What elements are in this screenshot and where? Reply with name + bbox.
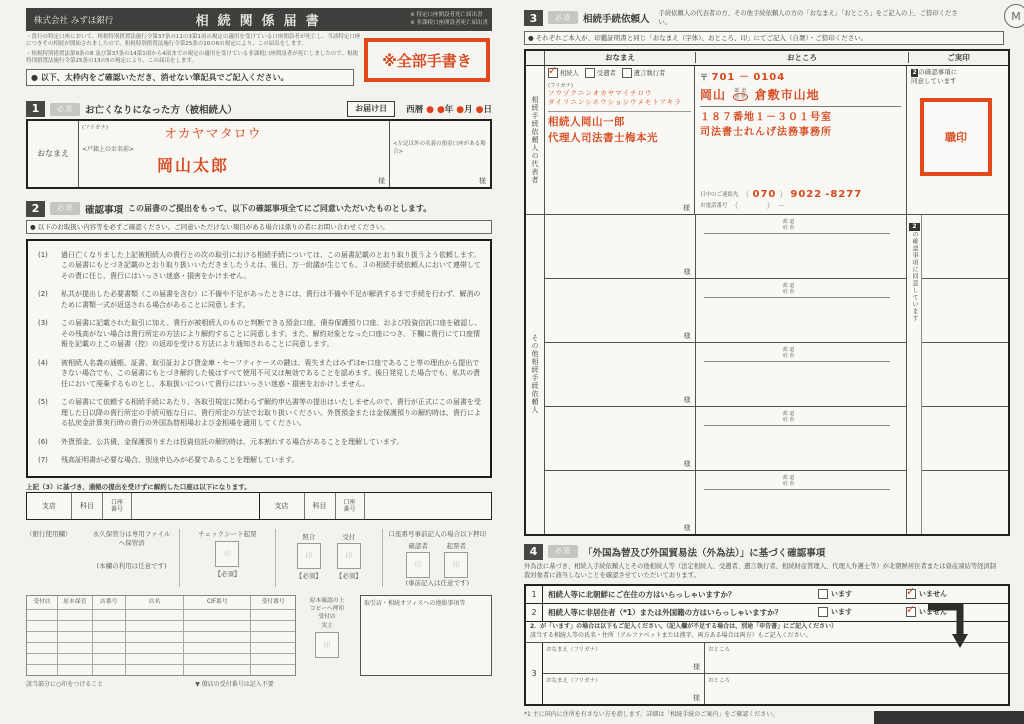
office-table-row xyxy=(27,664,295,675)
col-header: CIF番号 xyxy=(184,596,251,609)
requestor-row xyxy=(545,343,907,407)
col-header: 店番号 xyxy=(93,596,126,609)
representative-row xyxy=(545,63,1008,215)
name-row-label: おなまえ xyxy=(28,121,79,187)
city-value: 倉敷市山地 xyxy=(754,87,820,102)
term-number: (7) xyxy=(38,456,48,465)
deceased-name-table xyxy=(26,119,492,189)
requestor-address-cell: 都 道 府 県 xyxy=(696,471,907,534)
term-text: 残高証明書が必要な場合、別途申込みが必要であることを理解しています。 xyxy=(61,456,299,465)
other-account-name-cell xyxy=(390,121,490,187)
name-field: おなまえ（フリガナ） 様 xyxy=(543,674,705,704)
requestor-name-cell: 様 xyxy=(545,343,696,406)
deceased-name-value: 岡山太郎 xyxy=(157,155,230,175)
preamble-line-2: ・租税特別措置法第9条の8 及び第37条の14第1項から4項までの規定の適用を受けている非課税口座開設者が死亡しましたので、租税特別措置法施行令第25条の13の5の規定により、この届出をします。 xyxy=(26,50,359,65)
checksheet-segment xyxy=(179,529,275,587)
stamp-placeholder-icon: 印 xyxy=(215,541,239,567)
year-label: 年 xyxy=(444,104,454,115)
office-table-row xyxy=(27,642,295,653)
prefecture-suffix-options: 都 道 府 県 xyxy=(734,87,747,101)
legal-preamble xyxy=(26,34,361,66)
redacted-dot-icon: ● xyxy=(426,104,434,115)
term-item xyxy=(38,397,482,429)
contact-notes-box: 取引店・相続オフィスへの連絡事項等 xyxy=(360,595,492,676)
copy-note-line: 受付店 xyxy=(318,614,336,621)
stamp-placeholder-icon: 印 xyxy=(315,632,339,658)
account-number-field xyxy=(365,493,492,519)
page-left xyxy=(26,0,492,724)
office-table-row xyxy=(27,620,295,631)
section-4-number: 4 xyxy=(524,544,543,560)
side-note-1: ※ 特定口座開設者死亡届出書 xyxy=(410,12,483,19)
check-icon: ✓ xyxy=(906,585,916,599)
other-account-label: <左記以外の名義の預金口座がある場合> xyxy=(393,140,486,155)
registration-mark-icon: M xyxy=(1004,4,1024,28)
instruction-line-2: 該当する相続人等の氏名・住所（アルファベットまたは漢字、両方ある場合は両方）もご記入ください。 xyxy=(530,631,812,639)
heir-checkbox xyxy=(548,63,558,78)
daytime-phone-label: 日中のご連絡先 xyxy=(700,192,739,199)
prefill-optional-note: (事前記入は任意です) xyxy=(405,578,470,587)
daytime-phone-row: 日中のご連絡先 （ 070 ） 9022 -8277 xyxy=(700,188,863,200)
foreign-person-rows xyxy=(526,643,1008,704)
section-2-subtitle: この届書のご提出をもって、以下の確認事項全てにご同意いただいたものとします。 xyxy=(128,203,432,213)
requestor-address-cell: 都 道 府 県 xyxy=(696,407,907,470)
account-entry xyxy=(27,493,259,519)
section-3-note: ● それぞれご本人が、印鑑証明書と同じ「おなまえ（字体）、おところ、印」にてご記入（自署）・ご捺印ください。 xyxy=(524,31,1004,45)
requestor-table xyxy=(524,49,1010,536)
check-icon: ✓ xyxy=(906,603,916,617)
page-right xyxy=(524,0,1022,724)
requestor-address-cell: 都 道 府 県 xyxy=(696,215,907,278)
section-2-title: 確認事項 xyxy=(85,204,124,216)
bank-use-area xyxy=(26,529,492,587)
postal-mark-icon: 〒 xyxy=(700,72,708,82)
section-4-header xyxy=(524,544,1022,560)
term-text: 外貨預金、公共債、金保護預りまたは投資信託の解約時は、元本割れする場合があることを理解しています。 xyxy=(61,437,404,446)
collate-label: 照合 xyxy=(302,532,316,541)
footnote-circle-mark: 該当部分に○印をつけること xyxy=(26,680,104,688)
cutoff-footer-bar xyxy=(874,711,1024,724)
section-ref-badge: 2 xyxy=(912,68,917,76)
name-field: おなまえ（フリガナ） 様 xyxy=(543,643,705,673)
heir-option: ✓ 相続人 xyxy=(548,63,579,78)
term-item xyxy=(38,318,482,350)
legal-name-label: <戸籍上のお名前> xyxy=(82,145,135,153)
office-use-table xyxy=(26,595,296,676)
term-item xyxy=(38,437,482,448)
seal-cell xyxy=(922,279,1008,343)
yes-checkbox xyxy=(818,607,828,617)
account-number-label: 口座 番号 xyxy=(336,493,365,519)
copy-stamp-column xyxy=(296,595,358,676)
term-item xyxy=(38,358,482,390)
report-date-label: お届け日 xyxy=(347,101,395,117)
term-number: (1) xyxy=(38,250,48,259)
executor-option: 遺言執行者 xyxy=(622,68,665,78)
term-item xyxy=(38,250,482,282)
term-number: (6) xyxy=(38,437,48,446)
question-text: 相続人等に北朝鮮にご在住の方はいらっしゃいますか？ xyxy=(548,589,736,599)
section-ref-badge: 2 xyxy=(909,223,920,231)
requestor-row xyxy=(545,407,907,471)
confirmation-terms-box xyxy=(26,239,492,478)
collation-segment xyxy=(275,529,382,587)
question-row-1 xyxy=(526,586,1008,604)
section-4-title: 「外国為替及び外国貿易法（外為法）」に基づく確認事項 xyxy=(583,547,826,559)
required-badge: 必須 xyxy=(50,202,80,215)
executor-checkbox xyxy=(622,68,632,78)
name-column-header: おなまえ xyxy=(545,52,696,63)
section-4-footnote: *1 主に国内に住所を有さない方を指します。詳細は「相続手続のご案内」をご確認ください。 xyxy=(524,711,779,719)
question-row-2 xyxy=(526,604,1008,622)
address-column-header: おところ xyxy=(696,52,909,63)
term-text: 過日亡くなりました上記被相続人の貴行との次の取引における相続手続については、この届書記載のとおり取り扱うよう依頼します。この届書にもとづき記載のとおり取り扱いいただきましたうえは、後日、万一紛議が生じても、３の相続手続依頼人において連帯してその責に任じ、貴行にはいっさい迷惑・損害をかけません。 xyxy=(61,250,481,280)
section-2-note: ● 以下のお取扱い内容等を必ずご確認ください。ご同意いただけない項目がある場合は係りの者にお問い合わせください。 xyxy=(26,220,492,234)
stamp-placeholder-icon: 印 xyxy=(444,552,468,578)
term-number: (5) xyxy=(38,398,48,407)
address-field: おところ xyxy=(708,647,731,654)
term-text: 私共が提出した必要書類（この届書を含む）に不備や不足があったときには、貴行は不備や不足が解消するまで手続を行わず、解消のために書類一式が返送される場合があることに同意します。 xyxy=(61,290,481,309)
term-text: この届書に記載された取引に加え、貴行が被相続人のものと判断できる預金口座、債券保護預り口座、および投資信託口座を確認し、その残高がない場合は貴行所定の方法により解約することに同意します。また、解約対象となった口座につき、下欄に貴行にて口座情報を記載の上この届書（控）の返却を受ける方法により通知されることに同意します。 xyxy=(61,319,482,349)
required-badge: 必須 xyxy=(50,103,80,116)
closed-accounts-note: 上記（3）に基づき、通帳の提出を受けずに解約した口座は以下になります。 xyxy=(26,482,251,491)
header-side-notes xyxy=(410,12,488,27)
col-header: 原本保管 xyxy=(58,596,93,609)
question-text: 相続人等に非居住者（*1）または外国籍の方はいらっしゃいますか？ xyxy=(548,607,783,617)
requestor-name-cell: 様 xyxy=(545,215,696,278)
requestor-table-body xyxy=(526,63,1008,534)
furigana-label: (フリガナ) xyxy=(82,124,109,131)
term-number: (2) xyxy=(38,290,48,299)
copy-note-line: 実主 xyxy=(321,622,333,629)
consent-statement: 2 の確認事項に 同意しています xyxy=(911,67,958,86)
office-table-row xyxy=(27,653,295,664)
confirmer-label: 確認者 xyxy=(408,541,428,550)
question-options xyxy=(818,603,1008,617)
month-label: 月 xyxy=(464,104,473,115)
instruction-line-1: 2．が「います」の場合は以下もご記入ください。（記入欄が不足する場合は、別途「申告書」にご記入ください） xyxy=(530,622,838,630)
honorific-sama: 様 xyxy=(479,176,486,185)
row-number: 3 xyxy=(526,643,543,704)
term-text: 被相続人名義の通帳、証書、取引証および貸金庫・セーフティケースの鍵は、喪失またはみずほe-口座であること等の理由から提出できない場合でも、この届書にもとづき解約した後はすべて使用不可又は無効であることを認めます。後日発見した場合でも、私共の責任において廃棄するものとし、本取扱いについて貴行にはいっさい迷惑・損害をおかけしません。 xyxy=(61,358,481,388)
foreign-exchange-table xyxy=(524,584,1010,706)
office-table-row xyxy=(27,609,295,620)
foreign-person-row xyxy=(543,674,1008,704)
section-1-title: お亡くなりになった方（被相続人） xyxy=(85,105,238,117)
required-badge: 必須 xyxy=(548,11,578,24)
required-badge: 必須 xyxy=(548,545,578,558)
section-4-note: 外為法に基づき、相続人手続依頼人とその他相続人等（法定相続人、受遺者、遺言執行者、相続財産管理人、代理人弁護士等）が北朝鮮居住者または資産凍結等経済制裁対象者に該当しないことを確認させていただいております。 xyxy=(524,562,997,579)
professional-seal-box: 職印 xyxy=(920,98,992,176)
checksheet-label: チェックシート起票 xyxy=(198,529,257,538)
section-3-title-note: 手続依頼人の代表者の方、その他手続依頼人の方の「おなまえ」「おところ」をご記入の上、ご捺印ください。 xyxy=(658,10,958,26)
required-note: 【必須】 xyxy=(295,571,322,580)
check-icon: ✓ xyxy=(548,63,558,77)
seal-column-header: ご実印 xyxy=(947,53,970,63)
section-2-number: 2 xyxy=(26,201,45,217)
requestor-type-checkboxes xyxy=(548,63,691,78)
redacted-dot-icon: ● xyxy=(475,104,484,115)
footnote-reception-number: ▼ 僚店の受付番号は記入不要 xyxy=(195,680,274,688)
no-option: ✓ いません xyxy=(906,603,947,617)
branch-label: 支店 xyxy=(27,493,72,519)
phone-number-row: お電話番号 （ ） － xyxy=(700,200,786,210)
side-note-2: ※ 非課税口座開設者死亡届出書 xyxy=(410,19,488,26)
requestor-name-cell: 様 xyxy=(545,279,696,342)
col-header: 店名 xyxy=(126,596,185,609)
subject-label: 科目 xyxy=(305,493,336,519)
foreign-person-row xyxy=(543,643,1008,674)
other-requestors-group-label: その他相続手続依頼人 xyxy=(531,334,539,415)
no-checkbox xyxy=(906,603,916,617)
subject-label: 科目 xyxy=(72,493,103,519)
requestor-table-header xyxy=(526,51,1008,66)
term-text: この届書にて依頼する相続手続にあたり、各取引規定に関わらず解約申込書等の提出はいたしませんので、貴行が正式にこの届書を受理した日以降の貴行所定の手続可能な日に、貴行所定の方法でお取り扱いください。外貨預金または金保護預りの解約時は、貴行による払戻金計算実行時の貴行の外国為替相場および金相場を適用してください。 xyxy=(61,398,481,428)
required-note: 【必須】 xyxy=(214,569,241,578)
requestor-row xyxy=(545,279,907,343)
row-group-labels xyxy=(526,66,545,534)
term-item xyxy=(38,289,482,310)
representative-name-cell xyxy=(545,63,695,214)
account-number-field xyxy=(132,493,259,519)
era-label: 西暦 xyxy=(406,104,424,115)
bank-name: 株式会社 みずほ銀行 xyxy=(34,15,114,26)
section-3-number: 3 xyxy=(524,10,543,26)
storage-optional-note: (本欄の利用は任意です) xyxy=(96,561,167,570)
stamp-placeholder-icon: 印 xyxy=(406,552,430,578)
if-yes-instructions xyxy=(526,622,1008,643)
phone-last: -8277 xyxy=(825,188,863,200)
phone-label: お電話番号 xyxy=(700,203,728,210)
question-number: 1 xyxy=(526,586,543,603)
fill-instruction: ● 以下、太枠内をご確認いただき、消せない筆記具でご記入ください。 xyxy=(26,69,354,86)
storage-note: 永久保管分は専用ファイルへ保管済 xyxy=(92,529,171,547)
deceased-name-cell xyxy=(79,121,390,187)
section-1-number: 1 xyxy=(26,101,45,117)
prefecture-value: 岡山 xyxy=(700,87,727,102)
yes-checkbox xyxy=(818,589,828,599)
phone-area: 070 xyxy=(752,188,777,200)
required-note: 【必須】 xyxy=(335,571,362,580)
no-option: ✓ いません xyxy=(906,585,947,599)
requestor-row xyxy=(545,471,907,534)
requestor-address-cell: 都 道 府 県 xyxy=(696,343,907,406)
receipt-label: 受付 xyxy=(342,532,356,541)
requestor-row xyxy=(545,215,907,279)
branch-label: 支店 xyxy=(260,493,305,519)
redacted-dot-icon: ● xyxy=(456,104,465,115)
col-header: 受付店 xyxy=(27,596,58,609)
postal-code: 〒 701 － 0104 xyxy=(700,71,786,83)
phone-block xyxy=(700,189,902,211)
term-number: (4) xyxy=(38,358,48,367)
storage-segment xyxy=(84,529,179,587)
form-title: 相続関係届書 xyxy=(195,14,328,29)
closed-accounts-table xyxy=(26,492,492,520)
bank-use-label: （銀行使用欄） xyxy=(26,529,72,538)
section-1-header xyxy=(26,101,492,117)
form-header-bar xyxy=(26,8,492,31)
preamble-line-1: ・貴行の特定口座において、租税特別措置法施行令第37条の11の3第1項の規定の適用を受けている口座開設者が死亡し、当該特定口座につきその相続が開始されましたので、租税特別措置法施行令第25条の10の6の規定により、この届出をします。 xyxy=(26,34,361,48)
seal-cell xyxy=(922,215,1008,279)
yes-option: います xyxy=(818,589,902,599)
col-header: 受付番号 xyxy=(261,598,285,605)
requestor-name-cell: 様 xyxy=(545,471,696,534)
representative-address-cell xyxy=(695,66,907,214)
seal-cell xyxy=(922,343,1008,407)
account-entry xyxy=(259,493,492,519)
representative-furigana: ソウゾクニンオカヤマイチロウ ダイリニンシホウショシウメモトアキラ xyxy=(548,88,682,107)
header-spacer xyxy=(526,51,545,65)
seal-cell xyxy=(922,471,1008,534)
other-seal-column xyxy=(907,215,1008,534)
yes-option: います xyxy=(818,607,902,617)
prefill-note: 口座番号事前記入の場合以下押印 xyxy=(388,529,486,538)
prefecture-city-line xyxy=(700,86,901,107)
down-triangle-icon: ▼ xyxy=(195,680,200,688)
consent-statement-vertical: 2の確認事項に同意しています xyxy=(907,215,922,534)
representative-seal-cell xyxy=(907,66,1008,214)
term-item xyxy=(38,455,482,466)
copy-note-line: 原本確認の上 xyxy=(309,597,345,604)
question-options xyxy=(818,585,1008,599)
section-2-header xyxy=(26,201,492,217)
requestor-name-cell: 様 xyxy=(545,407,696,470)
day-label: 日 xyxy=(483,104,492,115)
question-number: 2 xyxy=(526,604,543,621)
office-table-row xyxy=(27,631,295,642)
section-3-header xyxy=(524,10,1022,28)
drafter-label: 起票者 xyxy=(446,541,466,550)
account-number-label: 口座 番号 xyxy=(103,493,132,519)
representative-names: 相続人岡山一郎 代理人司法書士梅本光 xyxy=(548,111,691,147)
bottom-footnotes xyxy=(26,679,492,688)
copy-note-line: コピーへ押印 xyxy=(309,606,345,613)
redacted-dot-icon: ● xyxy=(436,104,445,115)
office-use-table-area xyxy=(26,595,492,676)
honorific-sama: 様 xyxy=(378,176,385,185)
legatee-option: 受遺者 xyxy=(585,68,616,78)
stamp-placeholder-icon: 印 xyxy=(337,543,361,569)
honorific-sama: 様 xyxy=(683,203,690,212)
section-3-title: 相続手続依頼人 xyxy=(583,14,650,25)
phone-mid: 9022 xyxy=(790,188,823,200)
furigana-label: (フリガナ) xyxy=(548,82,574,89)
office-table-header-row xyxy=(27,596,295,609)
representative-group-label: 相続手続依頼人の代表者 xyxy=(526,66,544,215)
no-checkbox xyxy=(906,585,916,599)
legatee-checkbox xyxy=(585,68,595,78)
street-address: １８７番地１－３０１号室 司法書士れんげ法務事務所 xyxy=(700,111,832,138)
address-field: おところ xyxy=(708,678,731,685)
stamp-placeholder-icon: 印 xyxy=(297,543,321,569)
prefill-segment xyxy=(382,529,493,587)
seal-cell xyxy=(922,407,1008,471)
other-requestors-block xyxy=(545,215,1008,534)
handwritten-annotation-box: ※全部手書き xyxy=(364,38,490,82)
requestor-address-cell: 都 道 府 県 xyxy=(696,279,907,342)
report-date-value xyxy=(406,103,492,115)
deceased-furigana-value: オカヤマタロウ xyxy=(164,126,262,142)
term-number: (3) xyxy=(38,319,48,328)
